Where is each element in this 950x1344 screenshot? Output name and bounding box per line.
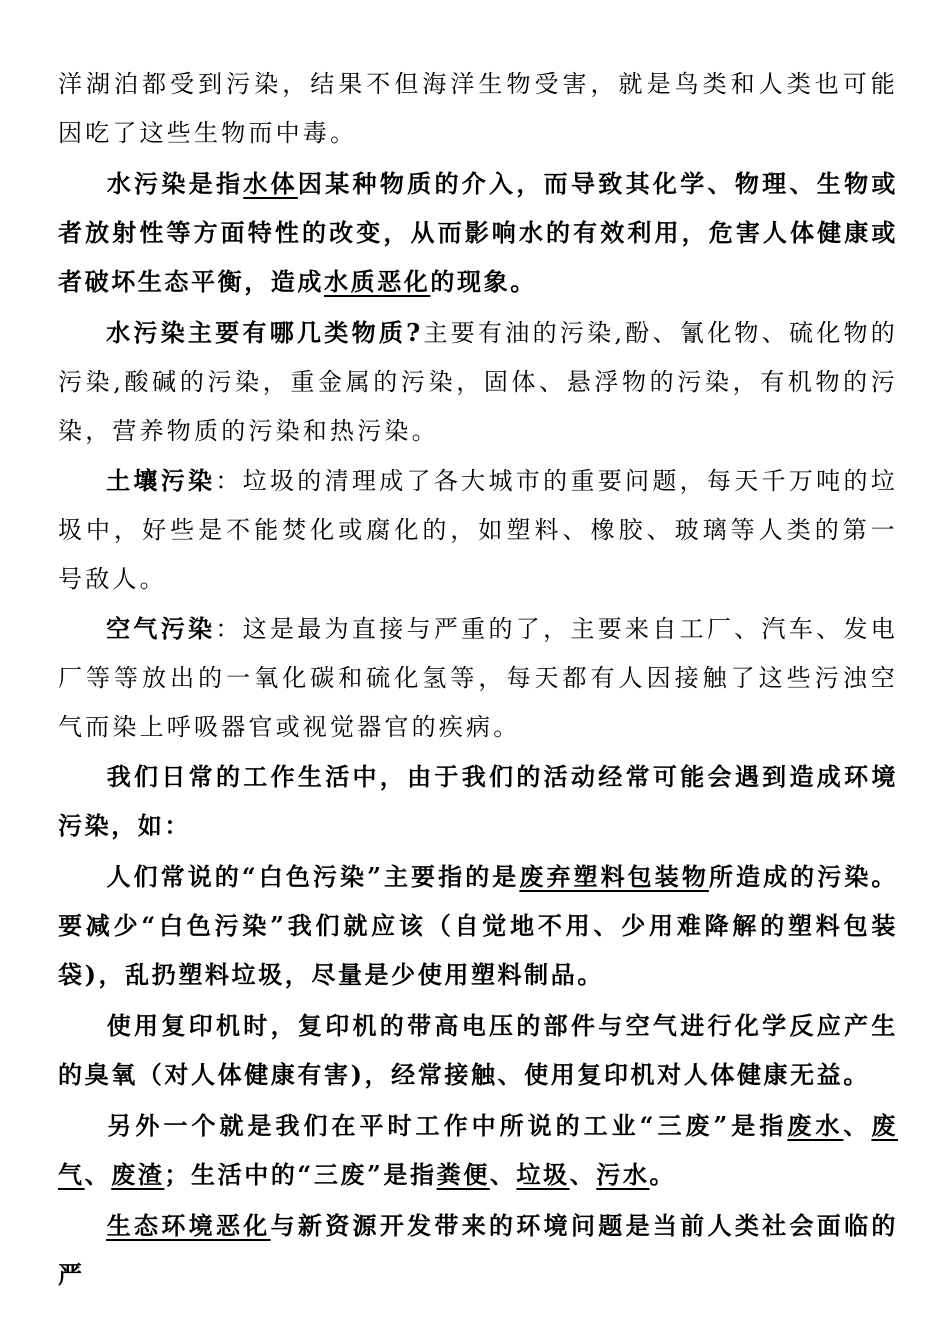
- paragraph-three-wastes: [58, 1101, 898, 1199]
- term-feces: 粪便: [436, 1160, 490, 1189]
- term-waste-water: 废水: [787, 1111, 844, 1140]
- text-segment: 的现象。: [430, 267, 537, 296]
- separator: 、: [843, 1111, 872, 1140]
- text-segment: ；生活中的“三废”是指: [164, 1160, 437, 1189]
- term-waste-gas: 废气: [58, 1111, 898, 1189]
- paragraph-text: ：这是最为直接与严重的了，主要来自工厂、汽车、发电厂等等放出的一氧化碳和硫化氢等，每天都有人因接触了这些污浊空气而染上呼吸器官或视觉器官的疾病。: [58, 615, 898, 741]
- paragraph-text: 我们日常的工作生活中，由于我们的活动经常可能会遇到造成环境污染，如：: [58, 762, 898, 840]
- paragraph-water-pollution-consequence: [58, 60, 898, 158]
- term-waste-plastic-packaging: 废弃塑料包装物: [519, 862, 709, 891]
- text-segment: 所造成的污染。要减少“白色污染”我们就应该（自觉地不用、少用难降解的塑料包装袋)，乱扔塑料垃圾，尽量是少使用塑料制品。: [58, 862, 898, 989]
- separator: 、: [489, 1160, 517, 1189]
- paragraph-white-pollution: [58, 852, 898, 999]
- paragraph-text: 使用复印机时，复印机的带高电压的部件与空气进行化学反应产生的臭氧（对人体健康有害)，经常接触、使用复印机对人体健康无益。: [58, 1011, 898, 1089]
- paragraph-daily-life: [58, 752, 898, 850]
- paragraph-text: ：垃圾的清理成了各大城市的重要问题，每天千万吨的垃圾中，好些是不能焚化或腐化的，如塑料、橡胶、玻璃等人类的第一号敌人。: [58, 467, 898, 593]
- term-garbage: 垃圾: [516, 1160, 570, 1189]
- term-water-body: 水体: [243, 169, 298, 198]
- text-segment: 另外一个就是我们在平时工作中所说的工业“三废”是指: [106, 1111, 788, 1140]
- term-ecological-deterioration: 生态环境恶化: [106, 1211, 271, 1240]
- paragraph-lead: 水污染主要有哪几类物质?: [106, 318, 424, 347]
- term-water-quality-deterioration: 水质恶化: [324, 267, 431, 296]
- paragraph-text: 主要有油的污染,酚、氰化物、硫化物的污染,酸碱的污染，重金属的污染，固体、悬浮物的污染，有机物的污染，营养物质的污染和热污染。: [58, 319, 898, 445]
- separator: 、: [569, 1160, 597, 1189]
- paragraph-air-pollution: [58, 604, 898, 752]
- paragraph-water-pollutant-types: [58, 308, 898, 456]
- text-segment: 水污染是指: [106, 169, 244, 198]
- paragraph-water-pollution-definition: [58, 159, 898, 306]
- term-sewage: 污水: [596, 1160, 650, 1189]
- paragraph-photocopier: [58, 1001, 898, 1099]
- text-segment: 人们常说的“白色污染”主要指的是: [106, 862, 520, 891]
- term-waste-residue: 废渣: [111, 1160, 165, 1189]
- paragraph-ecological-environment: [58, 1201, 898, 1299]
- separator: 、: [84, 1160, 112, 1189]
- text-segment: 。: [649, 1160, 677, 1189]
- paragraph-lead: 土壤污染: [106, 466, 216, 495]
- paragraph-lead: 空气污染: [106, 614, 216, 643]
- text-segment: 与新资源开发带来的环境问题是当前人类社会面临的严: [58, 1211, 898, 1289]
- paragraph-text: 洋湖泊都受到污染，结果不但海洋生物受害，就是鸟类和人类也可能因吃了这些生物而中毒。: [58, 70, 898, 147]
- text-segment: 因某种物质的介入，而导致其化学、物理、生物或者放射性等方面特性的改变，从而影响水的有效利用，危害人体健康或者破坏生态平衡，造成: [58, 169, 899, 296]
- paragraph-soil-pollution: [58, 456, 898, 604]
